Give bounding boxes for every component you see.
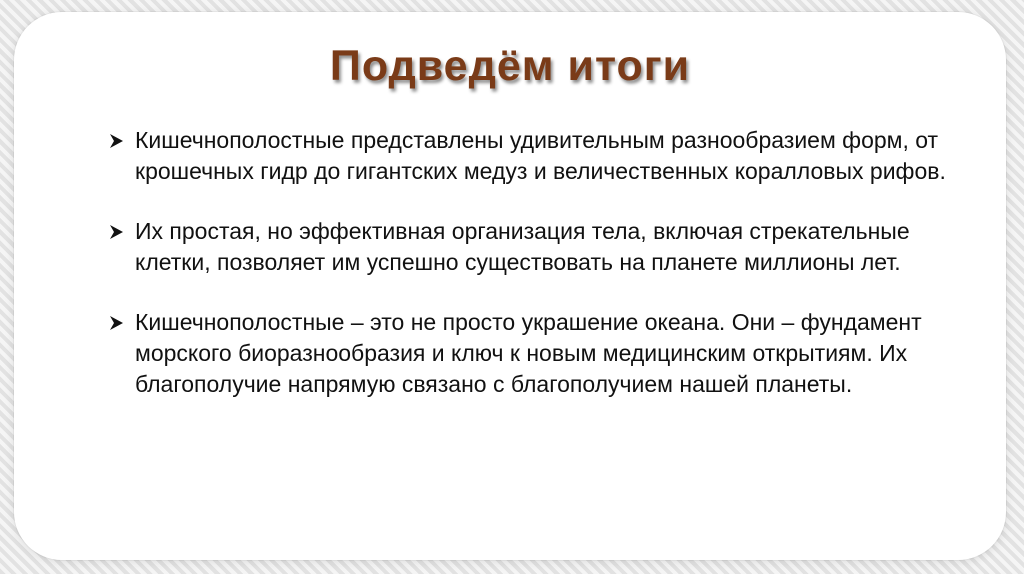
bullet-item [110,307,990,400]
slide-card [14,12,1006,560]
bullet-text: Их простая, но эффективная организация тела, включая стрекательные клетки, позволяет им успешно существовать на планете миллионы лет. [135,218,910,275]
bullet-item [110,125,990,187]
bullet-text: Кишечнополостные представлены удивительным разнообразием форм, от крошечных гидр до гигантских медуз и величественных коралловых рифов. [135,127,946,184]
chevron-right-icon [110,316,123,330]
chevron-right-icon [110,134,123,148]
chevron-right-icon [110,225,123,239]
bullet-list [110,125,990,429]
bullet-text: Кишечнополостные – это не просто украшение океана. Они – фундамент морского биоразнообразия и ключ к новым медицинским открытиям. Их благополучие напрямую связано с благополучием нашей планеты. [135,309,922,397]
slide-title: Подведём итоги [329,42,691,90]
bullet-item [110,216,990,278]
